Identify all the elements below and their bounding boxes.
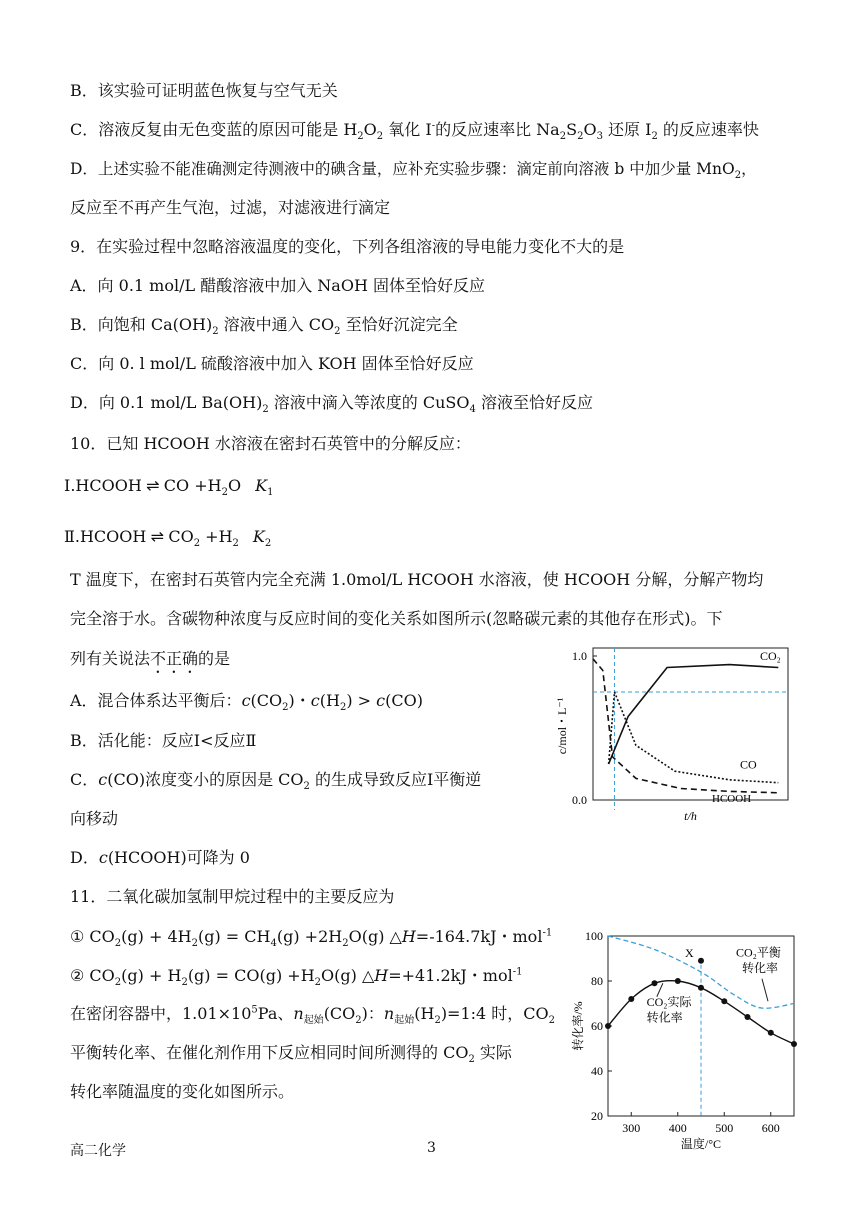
x-tick-label: 400 xyxy=(668,1121,687,1135)
q8-option-b: B．该实验可证明蓝色恢复与空气无关 xyxy=(70,81,338,100)
q10-option-c-line2: 向移动 xyxy=(70,809,119,828)
y-tick-label: 1.0 xyxy=(572,649,587,663)
q9-option-b: B．向饱和 $Ca(OH)_2$ 溶液中通入 $CO_2$ 至恰好沉淀完全 xyxy=(70,315,458,338)
y-tick-label: 20 xyxy=(591,1109,603,1123)
leader-line xyxy=(762,979,768,1002)
q8-option-c: C．溶液反复由无色变蓝的原因可能是 $H_2O_2$ 氧化 I-的反应速率比 $Na_2S_2O_3$ 还原 $I_2$ 的反应速率快 xyxy=(70,120,759,143)
x-axis-label: 温度/°C xyxy=(680,1137,722,1151)
q9-option-d: D．向 0.1 mol/L $Ba(OH)_2$ 溶液中滴入等浓度的 CuSO$_4$ 溶液至恰好反应 xyxy=(70,393,593,416)
footer-subject: 高二化学 xyxy=(70,1143,126,1159)
y-axis-label: 转化率/% xyxy=(571,1001,585,1051)
q10-paragraph-2: 完全溶于水。含碳物种浓度与反应时间的变化关系如图所示(忽略碳元素的其他存在形式)。下 xyxy=(70,609,723,628)
q11-stem: 11．二氧化碳加氢制甲烷过程中的主要反应为 xyxy=(70,887,395,906)
y-tick-label: 0.0 xyxy=(572,793,587,807)
y-tick-label: 60 xyxy=(591,1019,603,1033)
x-tick-label: 500 xyxy=(715,1121,734,1135)
q8-option-d-line1: D．上述实验不能准确测定待测液中的碘含量，应补充实验步骤：滴定前向溶液 b 中加少量 MnO$_2$， xyxy=(70,160,757,182)
data-point xyxy=(605,1023,611,1029)
q11-equation-2: ② $CO_2(g) + H_2(g) = CO(g) +H_2O(g)$ △H=+41.2kJ・mol$^{-1}$ xyxy=(70,966,523,989)
page-number: 3 xyxy=(427,1140,436,1156)
y-tick-label: 40 xyxy=(591,1064,603,1078)
series-label-actual: 转化率 xyxy=(646,1010,683,1025)
y-tick-label: 100 xyxy=(585,929,603,943)
data-point xyxy=(628,996,634,1002)
series-label-actual: CO₂实际 xyxy=(646,994,692,1009)
series-line-co2 xyxy=(609,665,779,764)
series-label-equilibrium: 转化率 xyxy=(742,961,779,975)
data-point xyxy=(721,998,727,1004)
q9-option-c: C．向 0. l mol/L 硫酸溶液中加入 KOH 固体至恰好反应 xyxy=(70,354,474,373)
data-point xyxy=(652,980,658,986)
q10-reaction-2: Ⅱ.HCOOH ⇌ $CO_2 +H_2$ $K_2$ xyxy=(64,527,272,550)
series-label-equilibrium: CO₂平衡 xyxy=(736,945,781,960)
series-line-hcooh xyxy=(593,659,778,793)
plot-frame xyxy=(593,648,788,800)
series-label-hcooh: HCOOH xyxy=(712,793,752,805)
series-label-co: CO xyxy=(740,757,757,772)
series-label-co2: CO₂ xyxy=(760,648,781,663)
data-point xyxy=(791,1041,797,1047)
q10-option-b: B．活化能：反应Ⅰ<反应Ⅱ xyxy=(70,731,257,750)
q10-option-c-line1: C．c(CO)浓度变小的原因是 $CO_2$ 的生成导致反应Ⅰ平衡逆 xyxy=(70,770,482,793)
q10-stem: 10．已知 HCOOH 水溶液在密封石英管中的分解反应： xyxy=(70,434,471,453)
data-point xyxy=(745,1014,751,1020)
data-point xyxy=(675,978,681,984)
q11-equation-1: ① $CO_2(g) + 4H_2(g) = CH_4(g) +2H_2O(g)$ △H=-164.7kJ・mol$^{-1}$ xyxy=(70,927,553,950)
q11-paragraph-1: 在密闭容器中，$1.01\times 10^5Pa$、$n_{起始}(CO_2)$：$n_{起始}(H_2)=1:4$ 时，$CO_2$ xyxy=(70,1004,556,1027)
q10-option-d: D．c(HCOOH)可降为 0 xyxy=(70,848,250,867)
q10-paragraph-1: T 温度下，在密封石英管内完全充满 1.0mol/L HCOOH 水溶液，使 HCOOH 分解，分解产物均 xyxy=(70,570,764,589)
concentration-time-chart xyxy=(548,640,798,825)
x-axis-label: t/h xyxy=(684,809,697,823)
q9-stem: 9．在实验过程中忽略溶液温度的变化，下列各组溶液的导电能力变化不大的是 xyxy=(70,237,625,256)
q11-paragraph-3: 转化率随温度的变化如图所示。 xyxy=(70,1082,295,1101)
q10-paragraph-3: 列有关说法不正确的是 xyxy=(70,649,231,668)
y-axis-label: c/mol・L⁻¹ xyxy=(555,697,569,755)
q11-paragraph-2: 平衡转化率、在催化剂作用下反应相同时间所测得的 $CO_2$ 实际 xyxy=(70,1043,512,1066)
q8-option-d-line2: 反应至不再产生气泡，过滤，对滤液进行滴定 xyxy=(70,198,391,217)
q10-reaction-1: Ⅰ.HCOOH ⇌ CO $+H_2O$ $K_1$ xyxy=(64,476,274,499)
emphasis-dots-text: 不正确 xyxy=(150,649,199,668)
x-tick-label: 600 xyxy=(761,1121,780,1135)
q9-option-a: A．向 0.1 mol/L 醋酸溶液中加入 NaOH 固体至恰好反应 xyxy=(70,276,485,295)
conversion-temperature-chart xyxy=(556,920,806,1160)
data-point xyxy=(768,1030,774,1036)
data-point xyxy=(698,985,704,991)
q10-option-a: A．混合体系达平衡后：$c(CO_2)$・$c(H_2) > c(CO)$ xyxy=(70,691,423,714)
marker-point-x xyxy=(698,958,704,964)
y-tick-label: 80 xyxy=(591,974,603,988)
marker-label-x: X xyxy=(685,945,694,960)
x-tick-label: 300 xyxy=(622,1121,641,1135)
